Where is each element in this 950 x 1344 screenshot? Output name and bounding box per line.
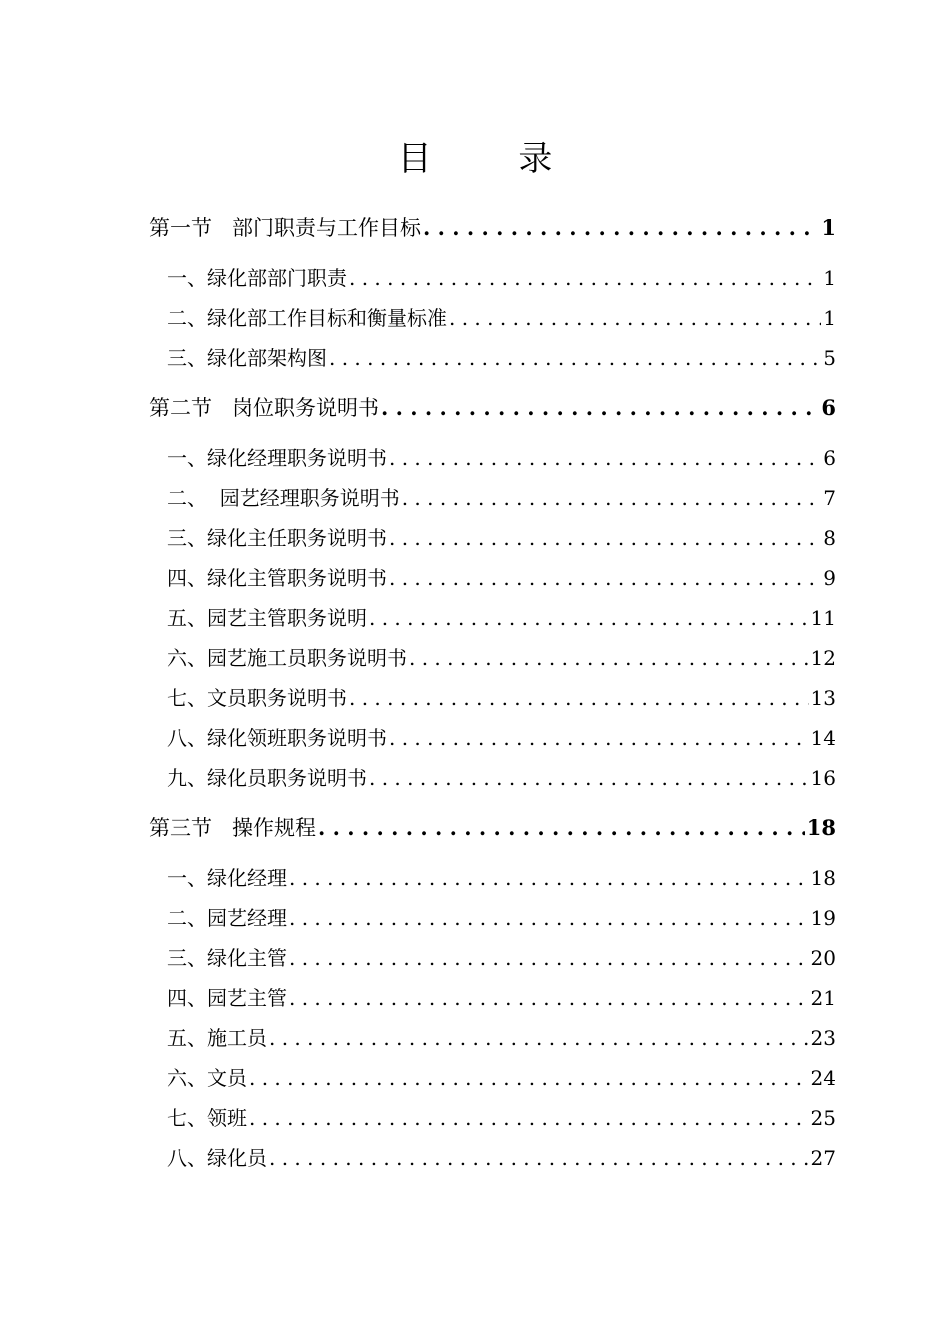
toc-entry-page-number: 21	[810, 986, 836, 1010]
dot-leader	[289, 944, 809, 972]
toc-entry[interactable]	[167, 1144, 836, 1172]
toc-entry-label: 一、绿化部部门职责	[167, 266, 347, 290]
toc-entry-label: 八、绿化领班职务说明书	[167, 726, 387, 750]
dot-leader	[349, 684, 809, 712]
toc-entry-page-number: 23	[810, 1026, 836, 1050]
toc-entry[interactable]	[167, 984, 836, 1012]
toc-entry-label: 二、 园艺经理职务说明书	[167, 486, 400, 510]
dot-leader	[329, 344, 821, 372]
toc-section-2[interactable]	[149, 394, 836, 422]
toc-entry-label: 九、绿化员职务说明书	[167, 766, 367, 790]
toc-entry[interactable]	[167, 304, 836, 332]
toc-section-2-page-number: 6	[821, 395, 836, 420]
toc-section-3-label: 第三节 操作规程	[149, 816, 317, 840]
toc-entry-page-number: 13	[810, 686, 836, 710]
toc-entry-page-number: 20	[810, 946, 836, 970]
dot-leader	[389, 524, 821, 552]
toc-entry[interactable]	[167, 444, 836, 472]
dot-leader	[409, 644, 809, 672]
toc-entry-page-number: 9	[823, 566, 836, 590]
toc-entry-label: 五、施工员	[167, 1026, 267, 1050]
toc-entry[interactable]	[167, 1024, 836, 1052]
toc-entry[interactable]	[167, 524, 836, 552]
dot-leader	[318, 814, 805, 842]
dot-leader	[269, 1024, 809, 1052]
dot-leader	[389, 444, 821, 472]
dot-leader	[249, 1064, 809, 1092]
toc-entry-label: 一、绿化经理职务说明书	[167, 446, 387, 470]
toc-entry-label: 三、绿化主管	[167, 946, 287, 970]
toc-entry-page-number: 6	[823, 446, 836, 470]
toc-entry[interactable]	[167, 1064, 836, 1092]
toc-entry-label: 三、绿化部架构图	[167, 346, 327, 370]
toc-entry-page-number: 1	[823, 306, 836, 330]
dot-leader	[269, 1144, 809, 1172]
toc-section-1[interactable]	[149, 214, 836, 242]
dot-leader	[349, 264, 821, 292]
toc-section-1-label: 第一节 部门职责与工作目标	[149, 216, 422, 240]
toc-entry-page-number: 7	[823, 486, 836, 510]
toc-entry-label: 一、绿化经理	[167, 866, 287, 890]
toc-entry[interactable]	[167, 724, 836, 752]
toc-entry-page-number: 27	[810, 1146, 836, 1170]
toc-entry[interactable]	[167, 604, 836, 632]
toc-entry[interactable]	[167, 484, 836, 512]
toc-section-1-page-number: 1	[821, 215, 836, 240]
toc-entry-page-number: 11	[810, 606, 836, 630]
toc-entry-page-number: 8	[823, 526, 836, 550]
toc-entry-page-number: 18	[810, 866, 836, 890]
toc-entry-label: 三、绿化主任职务说明书	[167, 526, 387, 550]
dot-leader	[449, 304, 821, 332]
dot-leader	[369, 604, 809, 632]
toc-entry-label: 五、园艺主管职务说明	[167, 606, 367, 630]
toc-entry[interactable]	[167, 344, 836, 372]
dot-leader	[389, 724, 809, 752]
dot-leader	[249, 1104, 809, 1132]
toc-entry[interactable]	[167, 564, 836, 592]
toc-entry[interactable]	[167, 904, 836, 932]
toc-entry[interactable]	[167, 764, 836, 792]
toc-entry[interactable]	[167, 864, 836, 892]
toc-entry-page-number: 19	[810, 906, 836, 930]
toc-entry-page-number: 5	[823, 346, 836, 370]
toc-entry[interactable]	[167, 644, 836, 672]
toc-section-3[interactable]	[149, 814, 836, 842]
toc-entry-page-number: 24	[810, 1066, 836, 1090]
toc-entry-label: 八、绿化员	[167, 1146, 267, 1170]
dot-leader	[423, 214, 819, 242]
toc-entry[interactable]	[167, 944, 836, 972]
toc-entry-label: 二、绿化部工作目标和衡量标准	[167, 306, 447, 330]
toc-entry[interactable]	[167, 684, 836, 712]
toc-entry[interactable]	[167, 264, 836, 292]
toc-title: 目 录	[397, 139, 591, 179]
toc-entry-label: 二、园艺经理	[167, 906, 287, 930]
toc-entry-label: 四、园艺主管	[167, 986, 287, 1010]
toc-section-3-page-number: 18	[806, 815, 836, 840]
toc-entry-label: 七、领班	[167, 1106, 247, 1130]
toc-entry-page-number: 1	[823, 266, 836, 290]
dot-leader	[381, 394, 819, 422]
dot-leader	[389, 564, 821, 592]
toc-entry[interactable]	[167, 1104, 836, 1132]
toc-entry-label: 六、园艺施工员职务说明书	[167, 646, 407, 670]
toc-section-2-label: 第二节 岗位职务说明书	[149, 396, 380, 420]
dot-leader	[289, 864, 809, 892]
toc-entry-page-number: 14	[810, 726, 836, 750]
dot-leader	[289, 984, 809, 1012]
toc-entry-label: 四、绿化主管职务说明书	[167, 566, 387, 590]
dot-leader	[369, 764, 809, 792]
dot-leader	[402, 484, 822, 512]
toc-entry-page-number: 12	[810, 646, 836, 670]
toc-entry-label: 七、文员职务说明书	[167, 686, 347, 710]
toc-entry-label: 六、文员	[167, 1066, 247, 1090]
toc-entry-page-number: 16	[810, 766, 836, 790]
toc-entry-page-number: 25	[810, 1106, 836, 1130]
dot-leader	[289, 904, 809, 932]
